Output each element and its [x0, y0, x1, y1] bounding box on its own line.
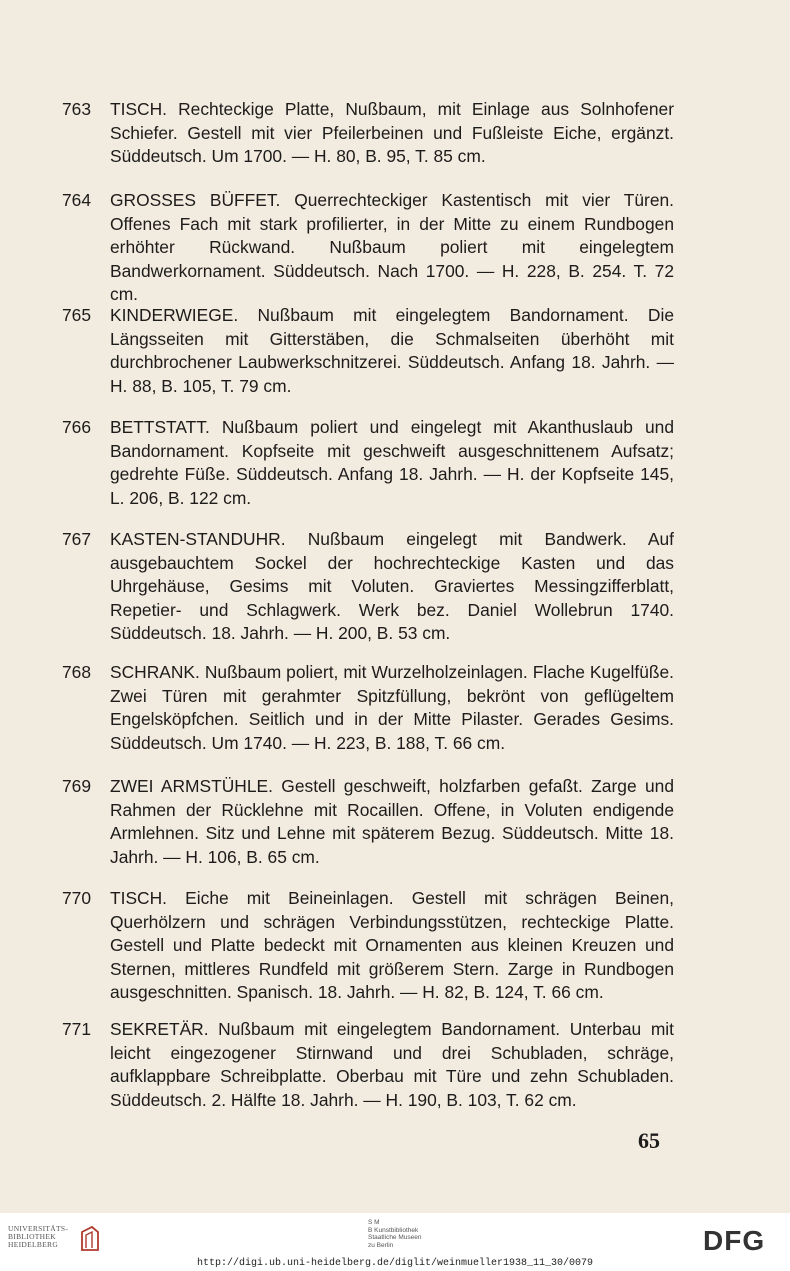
entry-number: 767 — [62, 529, 92, 549]
catalog-entry-769 — [62, 775, 674, 869]
entry-number: 766 — [62, 417, 92, 437]
catalog-entry-770 — [62, 887, 674, 1005]
entry-text: GROSSES BÜFFET. Querrechteckiger Kastentisch mit vier Türen. Offenes Fach mit stark profilierter, in der Mitte zu einem Rundbogen erhöhter Rückwand. Nußbaum poliert mit eingelegtem Bandwerkornament. Süddeutsch. Nach 1700. — H. 228, B. 254. T. 72 cm. — [110, 190, 674, 304]
sm-line-3: Staatliche Museen — [368, 1234, 422, 1242]
catalog-entry-763 — [62, 98, 674, 169]
entry-text: TISCH. Rechteckige Platte, Nußbaum, mit Einlage aus Solnhofener Schiefer. Gestell mit vier Pfeilerbeinen und Fußleiste Eiche, ergänzt. Süddeutsch. Um 1700. — H. 80, B. 95, T. 85 cm. — [110, 99, 674, 166]
footer-bar — [0, 1213, 790, 1271]
entry-number: 769 — [62, 776, 92, 796]
entry-number: 771 — [62, 1019, 92, 1039]
entry-number: 763 — [62, 99, 92, 119]
catalog-entry-766 — [62, 416, 674, 510]
dfg-logo[interactable]: DFG — [703, 1225, 766, 1256]
sm-line-4: zu Berlin — [368, 1241, 394, 1249]
entry-number: 768 — [62, 662, 92, 682]
entry-text: BETTSTATT. Nußbaum poliert und eingelegt mit Akanthuslaub und Bandornament. Kopfseite mit geschweift ausgeschnittenem Aufsatz; gedrehte Füße. Süddeutsch. Anfang 18. Jahrh. — H. der Kopfseite 145, L. 206, B. 122 cm. — [110, 417, 674, 508]
entry-text: KASTEN-STANDUHR. Nußbaum eingelegt mit Bandwerk. Auf ausgebauchtem Sockel der hochrechteckige Kasten und das Uhrgehäuse, Gesims mit Voluten. Graviertes Messingzifferblatt, Repetier- und Schlagwerk. Werk bez. Daniel Wollebrun 1740. Süddeutsch. 18. Jahrh. — H. 200, B. 53 cm. — [110, 529, 674, 643]
catalog-entry-764 — [62, 189, 674, 307]
entry-text: ZWEI ARMSTÜHLE. Gestell geschweift, holzfarben gefaßt. Zarge und Rahmen der Rücklehne mit Rocaillen. Offene, in Voluten endigende Armlehnen. Sitz und Lehne mit späterem Bezug. Süddeutsch. Mitte 18. Jahrh. — H. 106, B. 65 cm. — [110, 776, 674, 867]
university-library-logo[interactable] — [8, 1221, 138, 1255]
heidelberg-seal-icon — [76, 1224, 102, 1254]
catalog-entry-768 — [62, 661, 674, 755]
uni-logo-line-1: UNIVERSITÄTS- — [8, 1224, 69, 1233]
catalog-entry-767 — [62, 528, 674, 646]
entry-text: TISCH. Eiche mit Beineinlagen. Gestell mit schrägen Beinen, Querhölzern und schrägen Verbindungsstützen, rechteckige Platte. Gestell und Platte bedeckt mit Ornamenten aus kleinen Kreuzen und Sternen, mittleres Rundfeld mit größerem Stern. Zarge in Rundbogen ausgeschnitten. Spanisch. 18. Jahrh. — H. 82, B. 124, T. 66 cm. — [110, 888, 674, 1002]
sm-line-2: B Kunstbibliothek — [368, 1226, 419, 1234]
permalink-url[interactable]: http://digi.ub.uni-heidelberg.de/diglit/weinmueller1938_11_30/0079 — [196, 1258, 594, 1269]
catalog-entry-765 — [62, 304, 674, 398]
entry-text: SCHRANK. Nußbaum poliert, mit Wurzelholzeinlagen. Flache Kugelfüße. Zwei Türen mit gerahmter Spitzfüllung, bekrönt von geflügeltem Engelsköpfchen. Seitlich und in der Mitte Pilaster. Gerades Gesims. Süddeutsch. Um 1740. — H. 223, B. 188, T. 66 cm. — [110, 662, 674, 753]
entry-text: KINDERWIEGE. Nußbaum mit eingelegtem Bandornament. Die Längsseiten mit Gitterstäben, die Schmalseiten überhöht mit durchbrochener Laubwerkschnitzerei. Süddeutsch. Anfang 18. Jahrh. — H. 88, B. 105, T. 79 cm. — [110, 305, 674, 396]
entry-number: 764 — [62, 190, 92, 210]
page-number: 65 — [638, 1128, 660, 1153]
entry-text: SEKRETÄR. Nußbaum mit eingelegtem Bandornament. Unterbau mit leicht eingezogener Stirnwand und drei Schubladen, schräge, aufklappbare Schreibplatte. Oberbau mit Türe und zehn Schubladen. Süddeutsch. 2. Hälfte 18. Jahrh. — H. 190, B. 103, T. 62 cm. — [110, 1019, 674, 1110]
staatliche-museen-logo[interactable] — [368, 1219, 421, 1249]
uni-logo-line-3: HEIDELBERG — [8, 1240, 59, 1249]
uni-logo-line-2: BIBLIOTHEK — [8, 1232, 56, 1241]
catalog-entry-771 — [62, 1018, 674, 1112]
entry-number: 770 — [62, 888, 92, 908]
sm-line-1: S M — [368, 1219, 380, 1226]
entry-number: 765 — [62, 305, 92, 325]
